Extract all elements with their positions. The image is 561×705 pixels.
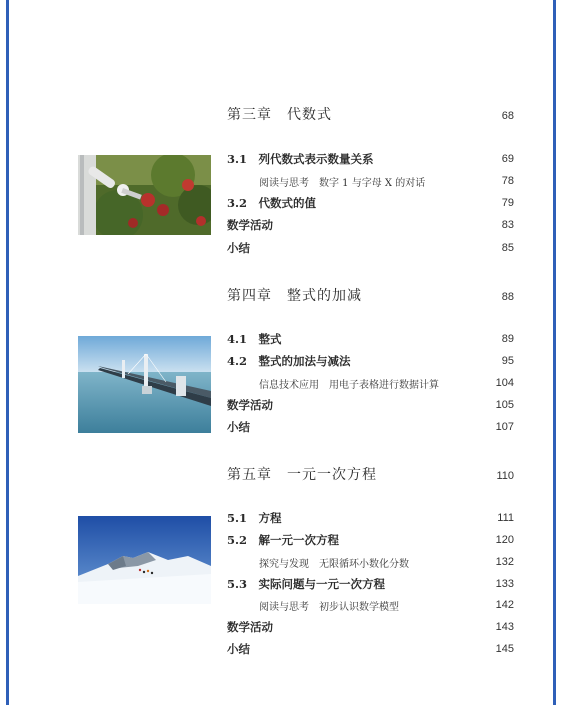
toc-entry[interactable] [227, 419, 514, 435]
chapter-3-heading[interactable] [227, 104, 514, 124]
entry-label: 4.1 整式 [227, 332, 282, 346]
page-number: 105 [495, 399, 514, 411]
page-number: 145 [495, 643, 514, 655]
chapter-title: 第三章 代数式 [227, 107, 332, 123]
toc-subentry[interactable] [259, 173, 514, 189]
snow-mountain-climbers-photo [78, 516, 211, 604]
entry-label: 数学活动 [227, 398, 273, 412]
toc-entry[interactable] [227, 532, 514, 548]
robot-apple-harvest-photo [78, 155, 211, 235]
page-number: 78 [501, 175, 514, 187]
entry-label: 阅读与思考 初步认识数学模型 [259, 601, 399, 613]
page-number: 85 [501, 242, 514, 254]
entry-label: 数学活动 [227, 620, 273, 634]
page-number: 111 [497, 512, 514, 524]
chapter-5-heading[interactable] [227, 464, 514, 484]
entry-label: 5.1 方程 [227, 511, 282, 525]
page-number: 142 [495, 599, 514, 611]
page-number: 143 [495, 621, 514, 633]
toc-entry[interactable] [227, 397, 514, 413]
page-number: 89 [501, 333, 514, 345]
page-number: 83 [501, 219, 514, 231]
chapter-title: 第四章 整式的加减 [227, 288, 362, 304]
toc-entry[interactable] [227, 217, 514, 233]
toc-entry[interactable] [227, 151, 514, 167]
entry-label: 小结 [227, 420, 250, 434]
entry-label: 5.2 解一元一次方程 [227, 533, 340, 547]
page-number: 120 [495, 534, 514, 546]
page-number: 107 [495, 421, 514, 433]
toc-subentry[interactable] [259, 375, 514, 391]
toc-entry[interactable] [227, 353, 514, 369]
entry-label: 小结 [227, 642, 250, 656]
toc-subentry[interactable] [259, 554, 514, 570]
chapter-title: 第五章 一元一次方程 [227, 467, 377, 483]
entry-label: 3.2 代数式的值 [227, 196, 317, 210]
entry-label: 阅读与思考 数字 1 与字母 X 的对话 [259, 177, 426, 189]
entry-label: 5.3 实际问题与一元一次方程 [227, 577, 386, 591]
toc-entry[interactable] [227, 576, 514, 592]
page-number: 104 [495, 377, 514, 389]
entry-label: 信息技术应用 用电子表格进行数据计算 [259, 379, 439, 391]
entry-label: 4.2 整式的加法与减法 [227, 354, 351, 368]
toc-entry[interactable] [227, 619, 514, 635]
entry-label: 3.1 列代数式表示数量关系 [227, 152, 374, 166]
page-number: 88 [501, 291, 514, 303]
toc-entry[interactable] [227, 331, 514, 347]
toc-entry[interactable] [227, 510, 514, 526]
chapter-4-heading[interactable] [227, 285, 514, 305]
page-number: 69 [501, 153, 514, 165]
sea-bridge-photo [78, 336, 211, 433]
toc-entry[interactable] [227, 641, 514, 657]
toc-entry[interactable] [227, 240, 514, 256]
toc-subentry[interactable] [259, 597, 514, 613]
entry-label: 小结 [227, 241, 250, 255]
page-number: 68 [501, 110, 514, 122]
page-number: 132 [495, 556, 514, 568]
entry-label: 探究与发现 无限循环小数化分数 [259, 558, 409, 570]
page-number: 110 [496, 470, 514, 482]
page-number: 79 [501, 197, 514, 209]
toc-entry[interactable] [227, 195, 514, 211]
entry-label: 数学活动 [227, 218, 273, 232]
page-number: 95 [501, 355, 514, 367]
page-number: 133 [495, 578, 514, 590]
